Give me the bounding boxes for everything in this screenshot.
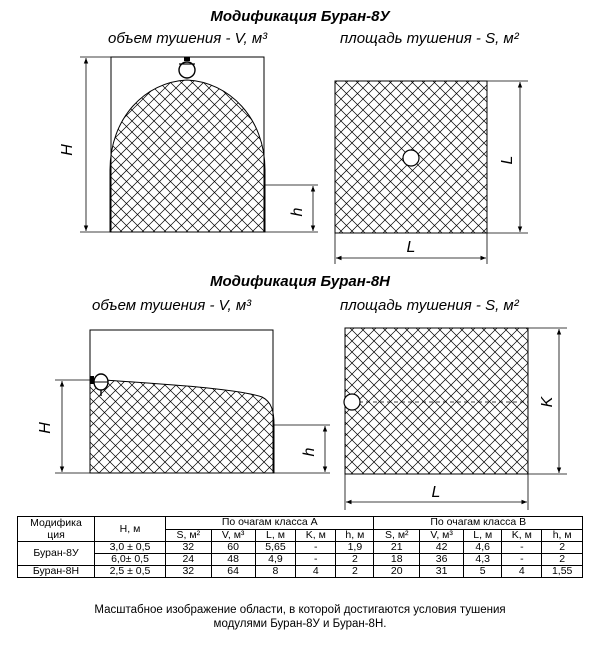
value-cell: 4,6 <box>464 542 502 554</box>
table-row <box>18 554 583 566</box>
n-label-h: h <box>301 447 318 457</box>
header-modification: Модифика ция <box>18 517 95 542</box>
footnote-line-2: модулями Буран-8У и Буран-8Н. <box>213 618 387 630</box>
value-cell: 4 <box>502 566 542 578</box>
u-volume-caption: объем тушения - V, м³ <box>108 30 268 47</box>
value-cell: - <box>502 542 542 554</box>
value-cell: 20 <box>374 566 420 578</box>
footnote <box>0 603 600 631</box>
u-module-center-icon <box>403 150 419 166</box>
value-cell: 5 <box>464 566 502 578</box>
value-cell: 21 <box>374 542 420 554</box>
model-cell: Буран-8Н <box>18 566 95 578</box>
n-volume-caption: объем тушения - V, м³ <box>92 297 252 314</box>
u-label-h: h <box>289 207 306 217</box>
value-cell: 60 <box>211 542 255 554</box>
u-label-L-bottom: L <box>406 239 416 256</box>
subheader-cell: L, м <box>255 529 296 542</box>
parameters-table <box>17 516 583 578</box>
value-cell: 32 <box>166 566 212 578</box>
value-cell: 4,3 <box>464 554 502 566</box>
model-cell: Буран-8У <box>18 542 95 566</box>
n-label-H: H <box>37 422 54 434</box>
value-cell: 2 <box>336 566 374 578</box>
value-cell: 18 <box>374 554 420 566</box>
n-area-diagram <box>344 328 567 510</box>
height-cell: 6,0± 0,5 <box>95 554 166 566</box>
subheader-cell: S, м² <box>166 529 212 542</box>
n-label-K: K <box>539 396 556 408</box>
value-cell: 31 <box>420 566 464 578</box>
value-cell: 2 <box>542 542 583 554</box>
n-spray-zone <box>90 380 274 473</box>
u-module-icon <box>179 57 195 78</box>
subheader-cell: V, м³ <box>211 529 255 542</box>
subheader-cell: h, м <box>336 529 374 542</box>
value-cell: 24 <box>166 554 212 566</box>
value-cell: 4,9 <box>255 554 296 566</box>
n-module-side-icon <box>344 394 360 410</box>
table-row <box>18 542 583 554</box>
u-label-L-side: L <box>499 155 516 165</box>
value-cell: 1,9 <box>336 542 374 554</box>
value-cell: - <box>296 542 336 554</box>
n-label-L-bottom: L <box>431 484 441 501</box>
subheader-cell: S, м² <box>374 529 420 542</box>
value-cell: 2 <box>336 554 374 566</box>
value-cell: 2 <box>542 554 583 566</box>
subheader-cell: V, м³ <box>420 529 464 542</box>
u-spray-dome <box>110 80 265 232</box>
value-cell: 64 <box>211 566 255 578</box>
subheader-cell: h, м <box>542 529 583 542</box>
value-cell: 8 <box>255 566 296 578</box>
u-area-diagram <box>335 81 528 264</box>
subheader-cell: K, м <box>502 529 542 542</box>
height-cell: 3,0 ± 0,5 <box>95 542 166 554</box>
u-area-caption: площадь тушения - S, м² <box>340 30 519 47</box>
u-volume-diagram <box>80 57 318 232</box>
n-volume-diagram <box>55 330 330 473</box>
table-row <box>18 566 583 578</box>
value-cell: 42 <box>420 542 464 554</box>
n-section-title: Модификация Буран-8Н <box>209 273 390 290</box>
value-cell: 36 <box>420 554 464 566</box>
value-cell: - <box>296 554 336 566</box>
table-header-row <box>18 517 583 530</box>
header-class-b: По очагам класса В <box>374 517 583 530</box>
value-cell: 48 <box>211 554 255 566</box>
value-cell: 1,55 <box>542 566 583 578</box>
value-cell: 5,65 <box>255 542 296 554</box>
subheader-cell: L, м <box>464 529 502 542</box>
u-section-title: Модификация Буран-8У <box>210 8 390 25</box>
n-area-caption: площадь тушения - S, м² <box>340 297 519 314</box>
height-cell: 2,5 ± 0,5 <box>95 566 166 578</box>
value-cell: 4 <box>296 566 336 578</box>
header-height: H, м <box>95 517 166 542</box>
header-class-a: По очагам класса А <box>166 517 374 530</box>
u-label-H: H <box>59 144 76 156</box>
value-cell: - <box>502 554 542 566</box>
footnote-line-1: Масштабное изображение области, в которой достигаются условия тушения <box>94 604 506 616</box>
n-area-rectangle <box>345 328 528 474</box>
value-cell: 32 <box>166 542 212 554</box>
subheader-cell: K, м <box>296 529 336 542</box>
